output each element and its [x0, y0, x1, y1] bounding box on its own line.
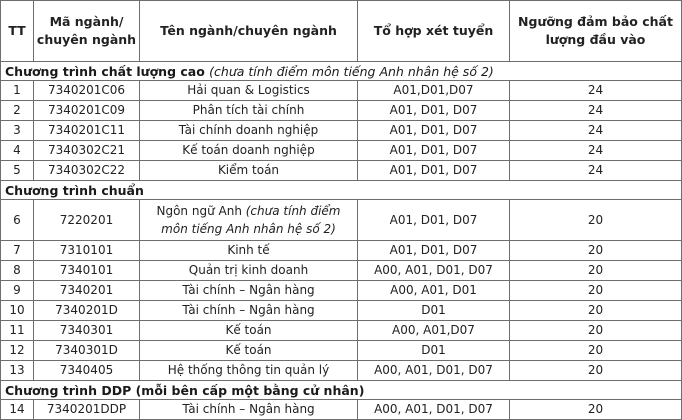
cell-code: 7340301 — [34, 321, 140, 341]
cell-code: 7340201C06 — [34, 81, 140, 101]
cell-major: Tài chính doanh nghiệp — [140, 121, 358, 141]
cell-tt: 7 — [1, 241, 34, 261]
cell-threshold: 20 — [510, 361, 682, 381]
section-title-cell — [1, 62, 682, 81]
cell-combo: A00, A01, D01, D07 — [358, 361, 510, 381]
cell-code: 7340302C21 — [34, 141, 140, 161]
cell-combo: A01, D01, D07 — [358, 200, 510, 241]
cell-major: Hệ thống thông tin quản lý — [140, 361, 358, 381]
cell-combo: A00, A01, D01, D07 — [358, 400, 510, 420]
header-code: Mã ngành/ chuyên ngành — [34, 1, 140, 62]
cell-tt: 13 — [1, 361, 34, 381]
cell-threshold: 20 — [510, 281, 682, 301]
cell-major: Tài chính – Ngân hàng — [140, 301, 358, 321]
section-title: Chương trình DDP (mỗi bên cấp một bằng cử nhân) — [5, 382, 365, 398]
cell-threshold: 20 — [510, 400, 682, 420]
cell-tt: 12 — [1, 341, 34, 361]
table-row — [1, 241, 682, 261]
cell-major: Kinh tế — [140, 241, 358, 261]
table-row — [1, 261, 682, 281]
major-note: (chưa tính điểm môn tiếng Anh nhân hệ số 2) — [161, 204, 341, 236]
cell-major: Kế toán doanh nghiệp — [140, 141, 358, 161]
cell-major: Kế toán — [140, 341, 358, 361]
table-row — [1, 321, 682, 341]
cell-code: 7340201DDP — [34, 400, 140, 420]
section-title-cell — [1, 181, 682, 200]
table-row — [1, 200, 682, 241]
cell-code: 7340201 — [34, 281, 140, 301]
cell-tt: 9 — [1, 281, 34, 301]
table-row — [1, 281, 682, 301]
section-title-cell — [1, 381, 682, 400]
cell-major: Tài chính – Ngân hàng — [140, 281, 358, 301]
cell-code: 7340101 — [34, 261, 140, 281]
table-row — [1, 81, 682, 101]
cell-threshold: 24 — [510, 141, 682, 161]
cell-code: 7220201 — [34, 200, 140, 241]
table-row — [1, 121, 682, 141]
cell-major: Quản trị kinh doanh — [140, 261, 358, 281]
cell-threshold: 20 — [510, 301, 682, 321]
cell-tt: 4 — [1, 141, 34, 161]
cell-tt: 11 — [1, 321, 34, 341]
header-major: Tên ngành/chuyên ngành — [140, 1, 358, 62]
cell-combo: A01, D01, D07 — [358, 101, 510, 121]
cell-code: 7340405 — [34, 361, 140, 381]
cell-code: 7310101 — [34, 241, 140, 261]
section-row — [1, 62, 682, 81]
cell-threshold: 20 — [510, 200, 682, 241]
cell-major — [140, 200, 358, 241]
cell-tt: 8 — [1, 261, 34, 281]
cell-threshold: 24 — [510, 121, 682, 141]
table-row — [1, 400, 682, 420]
table-row — [1, 161, 682, 181]
cell-combo: A01, D01, D07 — [358, 241, 510, 261]
table-row — [1, 341, 682, 361]
cell-tt: 5 — [1, 161, 34, 181]
section-note: (chưa tính điểm môn tiếng Anh nhân hệ số 2) — [209, 63, 494, 79]
cell-code: 7340301D — [34, 341, 140, 361]
cell-combo: A00, A01, D01 — [358, 281, 510, 301]
cell-major: Kiểm toán — [140, 161, 358, 181]
cell-tt: 3 — [1, 121, 34, 141]
header-threshold: Ngưỡng đảm bảo chất lượng đầu vào — [510, 1, 682, 62]
cell-tt: 10 — [1, 301, 34, 321]
section-title: Chương trình chuẩn — [5, 182, 144, 198]
cell-threshold: 20 — [510, 261, 682, 281]
cell-combo: A01,D01,D07 — [358, 81, 510, 101]
cell-combo: D01 — [358, 341, 510, 361]
cell-combo: A00, A01, D01, D07 — [358, 261, 510, 281]
cell-combo: A01, D01, D07 — [358, 121, 510, 141]
section-row — [1, 181, 682, 200]
major-name: Ngôn ngữ Anh — [156, 204, 242, 218]
cell-code: 7340302C22 — [34, 161, 140, 181]
cell-major: Phân tích tài chính — [140, 101, 358, 121]
table-row — [1, 141, 682, 161]
section-row — [1, 381, 682, 400]
header-row — [1, 1, 682, 62]
cell-combo: D01 — [358, 301, 510, 321]
cell-tt: 1 — [1, 81, 34, 101]
cell-combo: A00, A01,D07 — [358, 321, 510, 341]
cell-combo: A01, D01, D07 — [358, 141, 510, 161]
cell-code: 7340201C11 — [34, 121, 140, 141]
cell-threshold: 24 — [510, 161, 682, 181]
cell-major: Kế toán — [140, 321, 358, 341]
cell-tt: 6 — [1, 200, 34, 241]
table-row — [1, 101, 682, 121]
cell-major: Hải quan & Logistics — [140, 81, 358, 101]
header-tt: TT — [1, 1, 34, 62]
header-combo: Tổ hợp xét tuyển — [358, 1, 510, 62]
cell-threshold: 24 — [510, 101, 682, 121]
cell-threshold: 20 — [510, 321, 682, 341]
cell-code: 7340201C09 — [34, 101, 140, 121]
cell-combo: A01, D01, D07 — [358, 161, 510, 181]
section-title: Chương trình chất lượng cao — [5, 63, 205, 79]
table-row — [1, 361, 682, 381]
table-row — [1, 301, 682, 321]
cell-tt: 2 — [1, 101, 34, 121]
cell-threshold: 20 — [510, 241, 682, 261]
cell-threshold: 20 — [510, 341, 682, 361]
cell-tt: 14 — [1, 400, 34, 420]
cell-code: 7340201D — [34, 301, 140, 321]
cell-major: Tài chính – Ngân hàng — [140, 400, 358, 420]
cell-threshold: 24 — [510, 81, 682, 101]
